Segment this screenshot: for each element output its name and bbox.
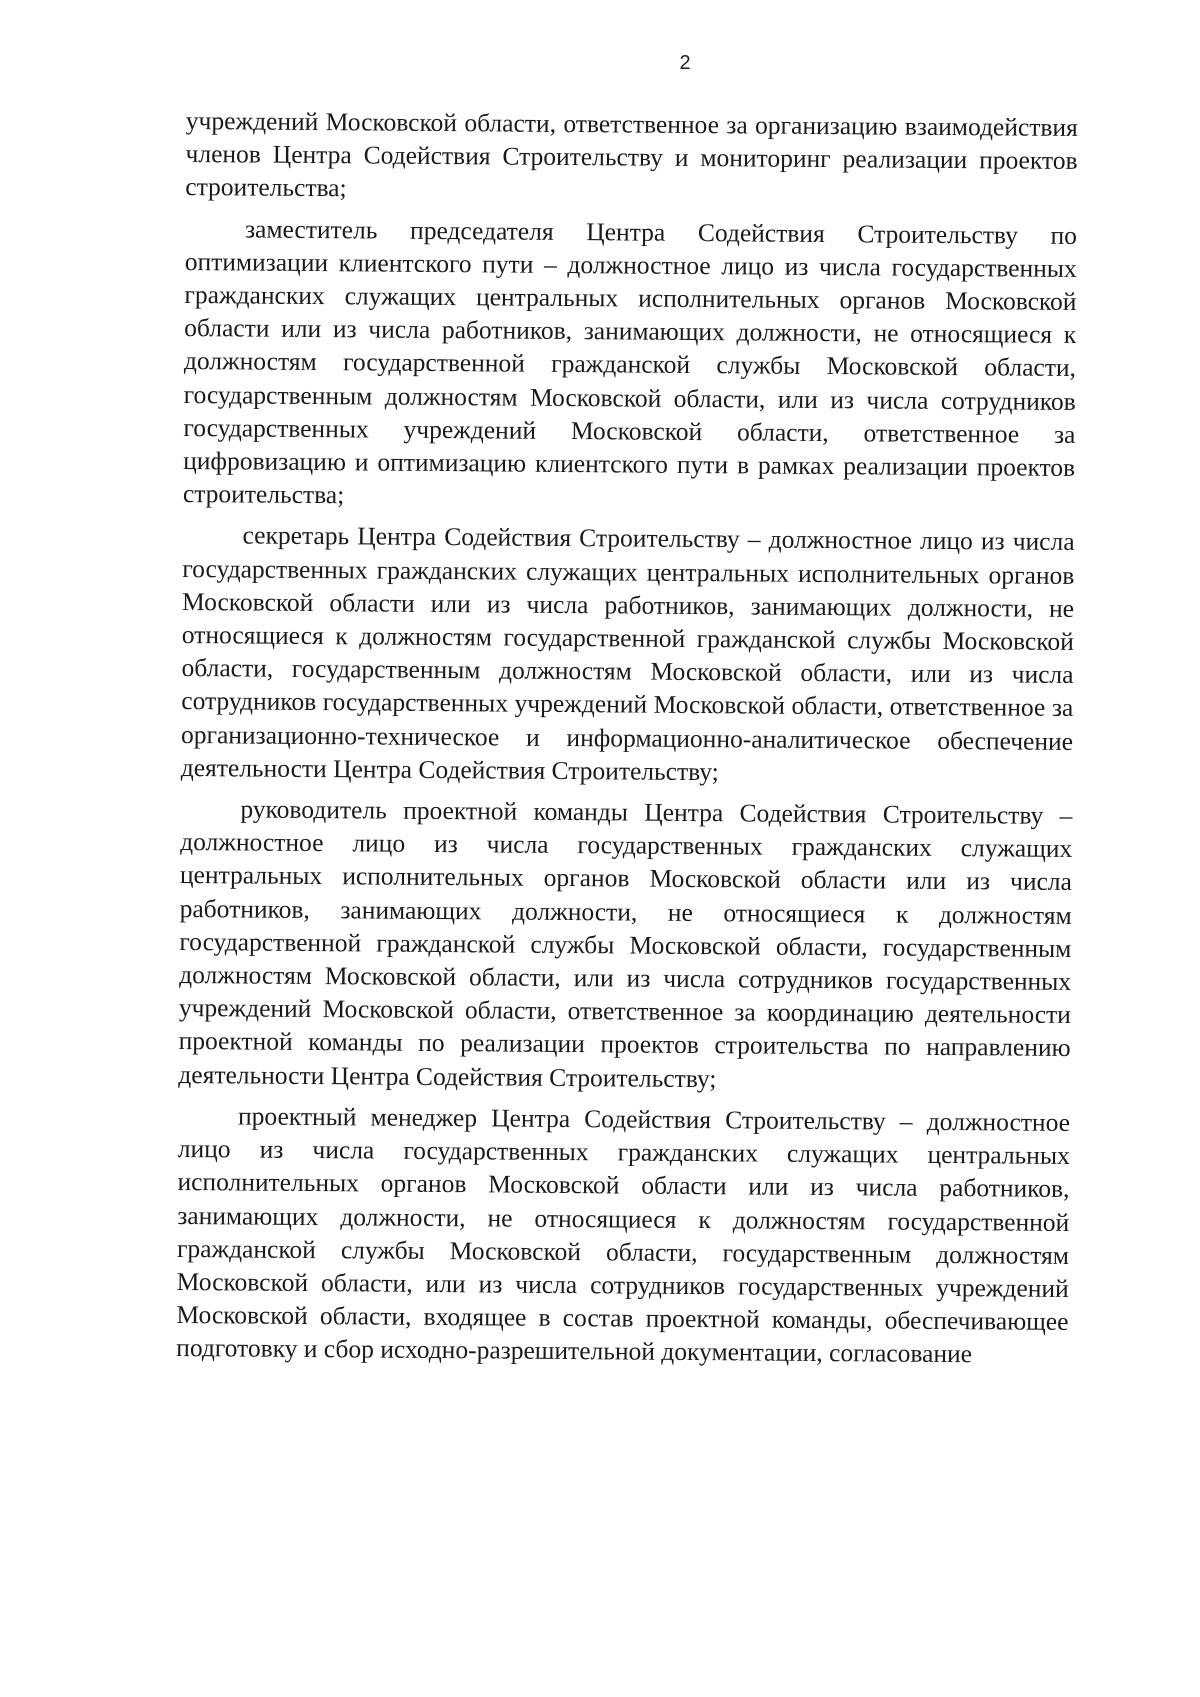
document-body [176,104,1078,1379]
paragraph-secretary: секретарь Центра Содействия Строительству – должностное лицо из числа государственных гражданских служащих центральных исполнительных органов Московской области или из числа работников, занимающих должности, не относящиеся к должностям государственной гражданской службы Московской области, государственным должностям Московской области, или из числа сотрудников государственных учреждений Московской области, ответственное за организационно-техническое и информационно-аналитическое обеспечение деятельности Центра Содействия Строительству; [180,520,1075,787]
paragraph-deputy-chairman: заместитель председателя Центра Содействия Строительству по оптимизации клиентского пути – должностное лицо из числа государственных гражданских служащих центральных исполнительных органов Московской области или из числа работников, занимающих должности, не относящиеся к должностям государственной гражданской службы Московской области, государственным должностям Московской области, или из числа сотрудников государственных учреждений Московской области, ответственное за цифровизацию и оптимизацию клиентского пути в рамках реализации проектов строительства; [182,214,1078,510]
paragraph-project-team-head: руководитель проектной команды Центра Содействия Строительству – должностное лицо из числа государственных гражданских служащих центральных исполнительных органов Московской области или из числа работников, занимающих должности, не относящиеся к должностям государственной гражданской службы Московской области, государственным должностям Московской области, или из числа сотрудников государственных учреждений Московской области, ответственное за координацию деятельности проектной команды по реализации проектов строительства по направлению деятельности Центра Содействия Строительству; [178,794,1073,1093]
paragraph-continuation: учреждений Московской области, ответственное за организацию взаимодействия членов Центра Содействия Строительству и мониторинг реализации проектов строительства; [185,105,1078,203]
paragraph-project-manager: проектный менеджер Центра Содействия Строительству – должностное лицо из числа государственных гражданских служащих центральных исполнительных органов Московской области или из числа работников, занимающих должности, не относящиеся к должностям государственной гражданской службы Московской области, государственным должностям Московской области, или из числа сотрудников государственных учреждений Московской области, входящее в состав проектной команды, обеспечивающее подготовку и сбор исходно-разрешительной документации, согласование [176,1101,1071,1369]
page-number: 2 [679,52,691,74]
